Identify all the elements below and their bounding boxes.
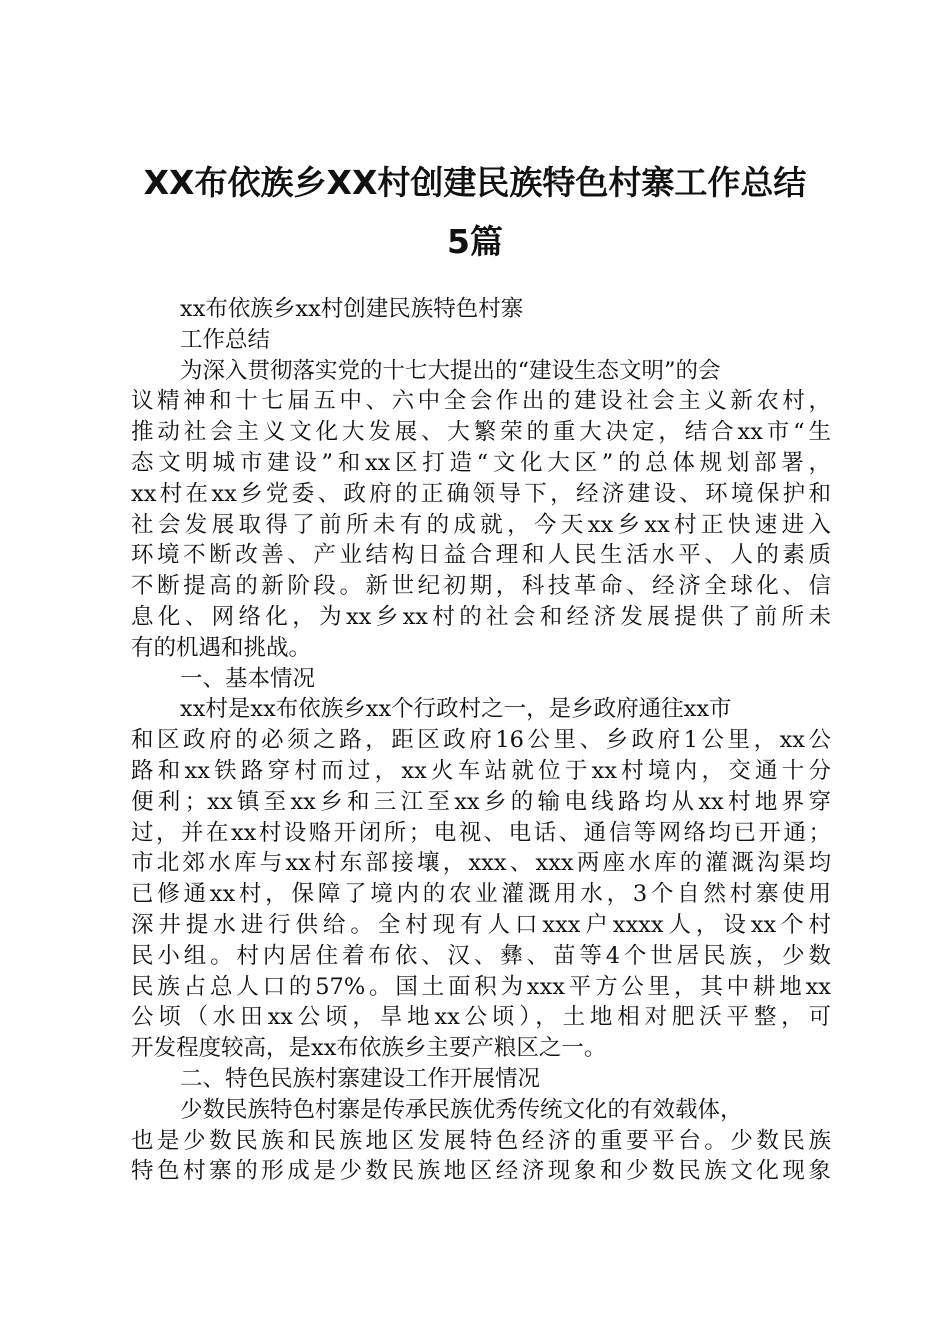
- section-heading-village-construction: 二、特色民族村寨建设工作开展情况: [180, 1065, 541, 1092]
- document-body: [131, 294, 831, 1187]
- paragraph-line: 不断提高的新阶段。新世纪初期，科技革命、经济全球化、信: [131, 573, 831, 600]
- document-title-continued: 5篇: [447, 222, 503, 261]
- paragraph-line: xx村是xx布依族乡xx个行政村之一，是乡政府通往xx市: [180, 696, 732, 723]
- subtitle-line-1: xx布依族乡xx村创建民族特色村寨: [180, 296, 524, 322]
- section-heading-basic-situation: 一、基本情况: [180, 665, 316, 692]
- subtitle-line-2: 工作总结: [180, 326, 271, 353]
- paragraph-line: 少数民族特色村寨是传承民族优秀传统文化的有效载体，: [180, 1096, 743, 1123]
- paragraph-line: 也是少数民族和民族地区发展特色经济的重要平台。少数民族: [131, 1127, 831, 1154]
- paragraph-line: 民小组。村内居住着布依、汉、彝、苗等4个世居民族，少数: [131, 942, 831, 969]
- paragraph-line: 推动社会主义文化大发展、大繁荣的重大决定，结合xx市“生: [131, 419, 831, 446]
- paragraph-line: 息化、网络化，为xx乡xx村的社会和经济发展提供了前所未: [131, 603, 831, 630]
- paragraph-line: 社会发展取得了前所未有的成就，今天xx乡xx村正快速进入: [131, 511, 831, 538]
- paragraph-line: 态文明城市建设”和xx区打造“文化大区”的总体规划部署，: [131, 449, 831, 476]
- document-title: XX布依族乡XX村创建民族特色村寨工作总结: [143, 163, 807, 202]
- paragraph-line: 过，并在xx村设赂开闭所；电视、电话、通信等网络均已开通；: [131, 819, 831, 846]
- paragraph-line: 市北郊水库与xx村东部接壤，xxx、xxx两座水库的灌溉沟渠均: [131, 850, 831, 877]
- paragraph-line: 民族占总人口的57%。国土面积为xxx平方公里，其中耕地xx: [131, 973, 831, 1000]
- paragraph-line: 特色村寨的形成是少数民族地区经济现象和少数民族文化现象: [131, 1158, 831, 1185]
- paragraph-line: 公顷（水田xx公顷，旱地xx公顷），土地相对肥沃平整，可: [131, 1004, 831, 1031]
- paragraph-line: 和区政府的必须之路，距区政府16公里、乡政府1公里，xx公: [131, 727, 831, 754]
- paragraph-line: 深井提水进行供给。全村现有人口xxx户xxxx人，设xx个村: [131, 911, 831, 938]
- paragraph-line: 有的机遇和挑战。: [131, 634, 312, 661]
- paragraph-line: 议精神和十七届五中、六中全会作出的建设社会主义新农村，: [131, 388, 831, 415]
- paragraph-line: 路和xx铁路穿村而过，xx火车站就位于xx村境内，交通十分: [131, 757, 831, 784]
- paragraph-line: 环境不断改善、产业结构日益合理和人民生活水平、人的素质: [131, 542, 831, 569]
- paragraph-line: 已修通xx村，保障了境内的农业灌溉用水，3个自然村寨使用: [131, 881, 831, 908]
- paragraph-line: 为深入贯彻落实党的十七大提出的“建设生态文明”的会: [180, 357, 721, 384]
- paragraph-line: xx村在xx乡党委、政府的正确领导下，经济建设、环境保护和: [131, 480, 831, 507]
- paragraph-line: 开发程度较高，是xx布依族乡主要产粮区之一。: [131, 1035, 607, 1062]
- paragraph-line: 便利；xx镇至xx乡和三江至xx乡的输电线路均从xx村地界穿: [131, 788, 831, 815]
